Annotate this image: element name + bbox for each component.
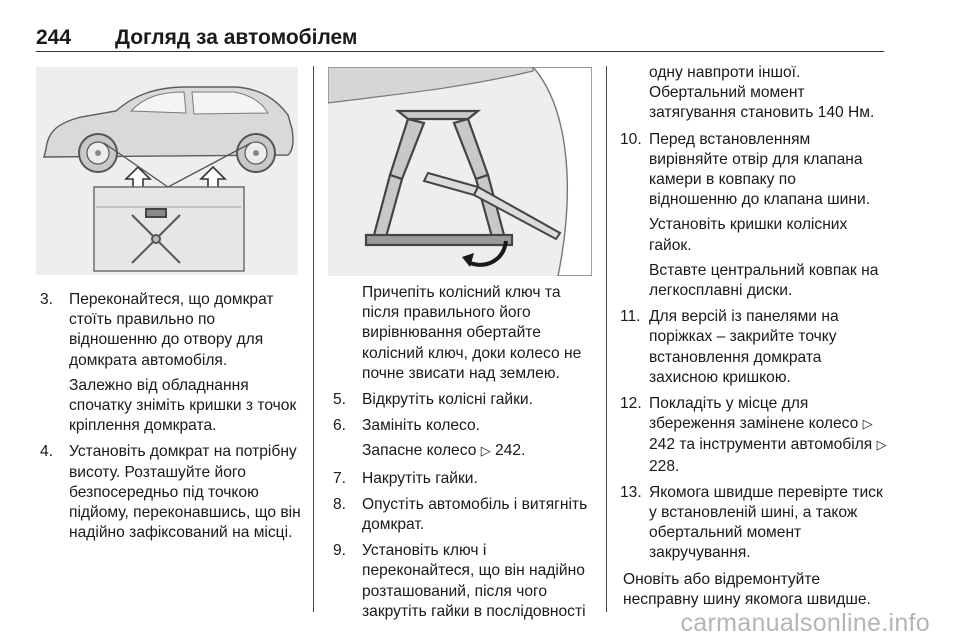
car-jack-points-illustration bbox=[36, 67, 298, 275]
item-number: 7. bbox=[333, 469, 347, 487]
item-text: Відкрутіть колісні гайки. bbox=[362, 391, 533, 409]
item-subtext: Установіть кришки колісних гайок. bbox=[649, 216, 848, 254]
list-item bbox=[40, 290, 305, 436]
page-number: 244 bbox=[36, 26, 72, 49]
list-item bbox=[333, 416, 597, 462]
store-wheel-text: Покладіть у місце для збереження замінене колесо bbox=[649, 395, 863, 433]
item-number: 3. bbox=[40, 291, 54, 308]
period: . bbox=[675, 457, 680, 475]
continuation-text: одну навпроти іншої. Обертальний момент затягування становить 140 Нм. bbox=[649, 64, 875, 122]
item-number: 4. bbox=[40, 443, 54, 461]
item-text: Накрутіть гайки. bbox=[362, 469, 478, 487]
list-item bbox=[620, 307, 888, 388]
page-reference-link[interactable]: 228 bbox=[649, 457, 676, 475]
item-number: 11. bbox=[620, 308, 641, 326]
left-column bbox=[40, 290, 305, 549]
spare-wheel-text: Запасне колесо bbox=[362, 442, 481, 460]
tools-text: та інструменти автомобіля bbox=[675, 436, 877, 454]
jack-crank-illustration bbox=[328, 67, 592, 276]
item-text: Для версій із панелями на поріжках – закрийте точку встановлення домкрата захисною кришкою. bbox=[649, 308, 839, 386]
list-item bbox=[620, 130, 888, 302]
xref-icon: ▷ bbox=[876, 438, 887, 454]
item-text: Установіть ключ і переконайтеся, що він надійно розташований, після чого закрутіть гайки в послідовності bbox=[362, 542, 586, 620]
item-text: Перед встановленням вирівняйте отвір для клапана камери в ковпаку по відношенню до клапана шини. bbox=[649, 130, 871, 209]
item-text: Установіть домкрат на потрібну висоту. Розташуйте його безпосередньо під точкою підйому, переконавшись, що він надійно зафіксований на місці. bbox=[69, 443, 301, 542]
header-rule bbox=[36, 51, 884, 52]
final-note: Оновіть або відремонтуйте несправну шину якомога швидше. bbox=[623, 570, 871, 608]
list-item bbox=[40, 442, 305, 543]
page-reference-link[interactable]: 242 bbox=[649, 436, 676, 454]
list-item bbox=[333, 469, 597, 489]
xref-icon: ▷ bbox=[862, 417, 873, 433]
item-subtext bbox=[362, 441, 597, 462]
continuation-text: Причепіть колісний ключ та після правильного його вирівнювання обертайте колісний ключ, доки колесо не почне звисати над землею. bbox=[362, 284, 582, 382]
list-item bbox=[620, 394, 888, 477]
item-number: 6. bbox=[333, 417, 347, 435]
front-wheel bbox=[79, 134, 117, 172]
rear-wheel bbox=[237, 134, 275, 172]
item-text: Замініть колесо. bbox=[362, 417, 481, 435]
list-item bbox=[620, 483, 888, 564]
item-text: Якомога швидше перевірте тиск у встановленій шині, а також обертальний момент закручування. bbox=[649, 483, 883, 562]
item-text: Опустіть автомобіль і витягніть домкрат. bbox=[362, 495, 588, 534]
item-subtext: Вставте центральний ковпак на легкосплавні диски. bbox=[649, 261, 879, 300]
item-number: 12. bbox=[620, 395, 642, 413]
item-number: 5. bbox=[333, 391, 347, 409]
period: . bbox=[521, 442, 526, 460]
item-number: 8. bbox=[333, 495, 347, 513]
page-title: Догляд за автомобілем bbox=[115, 26, 358, 49]
item-number: 9. bbox=[333, 542, 347, 560]
middle-column bbox=[333, 283, 597, 628]
list-item bbox=[333, 541, 597, 622]
list-item bbox=[333, 495, 597, 535]
item-subtext: Залежно від обладнання спочатку зніміть кришки з точок кріплення домкрата. bbox=[69, 376, 297, 435]
item-text bbox=[649, 394, 888, 477]
xref-icon: ▷ bbox=[480, 444, 491, 460]
right-column bbox=[620, 63, 888, 616]
item-number: 13. bbox=[620, 483, 642, 501]
item-text: Переконайтеся, що домкрат стоїть правильно по відношенню до отвору для домкрата автомобіля. bbox=[69, 291, 274, 369]
page-reference-link[interactable]: 242 bbox=[495, 442, 522, 460]
item-number: 10. bbox=[620, 130, 642, 148]
jack-detail-inset bbox=[94, 187, 244, 271]
list-item bbox=[333, 390, 597, 410]
watermark: carmanualsonline.info bbox=[680, 609, 930, 637]
column-divider-right bbox=[606, 66, 607, 612]
column-divider-left bbox=[313, 66, 314, 612]
